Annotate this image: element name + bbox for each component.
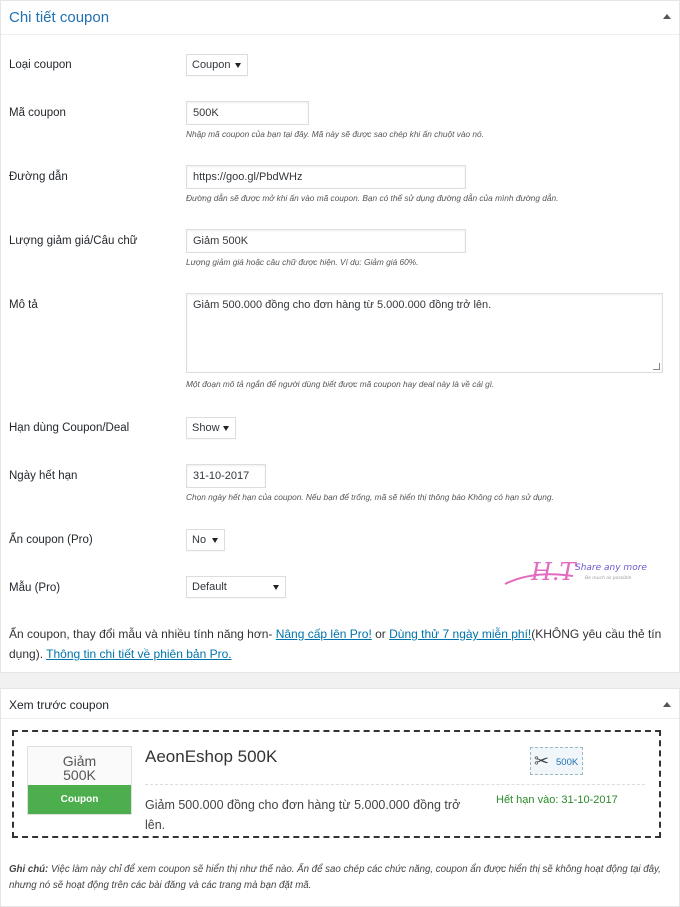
coupon-code: 500K	[556, 757, 579, 768]
dropdown-arrow-icon	[235, 63, 241, 68]
visibility-label: Hạn dùng Coupon/Deal	[9, 422, 130, 434]
coupon-expiry: Hết hạn vào: 31-10-2017	[496, 794, 618, 806]
panel-header[interactable]	[1, 1, 679, 35]
preview-note	[9, 862, 673, 894]
description-hint: Một đoạn mô tả ngắn để người dùng biết được mã coupon hay deal này là về cái gì.	[186, 379, 495, 389]
resize-handle-icon[interactable]	[653, 363, 660, 370]
url-label: Đường dẫn	[9, 171, 68, 183]
coupon-title: AeonEshop 500K	[145, 747, 278, 766]
coupon-code-box[interactable]	[530, 747, 583, 775]
coupon-preview-card	[12, 730, 661, 838]
hide-coupon-value: No	[192, 534, 207, 546]
note-text: Việc làm này chỉ để xem coupon sẽ hiển thị như thế nào. Ẩn để sao chép các chức năng, coupon ẩn được hiển thị sẽ không hoạt động tại đây, nhưng nó sẽ hoạt động trên các bài đăng và các trang mà bạn đặt mã.	[9, 864, 661, 891]
coupon-type-select[interactable]	[186, 54, 248, 76]
coupon-type-label: Loại coupon	[9, 59, 72, 71]
coupon-button[interactable]: Coupon	[28, 785, 131, 814]
amount-input[interactable]: Giảm 500K	[186, 229, 466, 253]
discount-box	[27, 746, 132, 815]
discount-amount: Giảm 500K	[62, 753, 97, 783]
dropdown-arrow-icon	[273, 585, 279, 590]
preview-panel-header[interactable]	[1, 689, 679, 719]
collapse-arrow-icon[interactable]	[663, 14, 671, 19]
coupon-description: Giảm 500.000 đồng cho đơn hàng từ 5.000.000 đồng trở lên.	[145, 798, 461, 832]
url-hint: Đường dẫn sẽ được mở khi ấn vào mã coupon. Bạn có thể sử dụng đường dẫn của mình đường dẫn.	[186, 193, 559, 203]
expiry-hint: Chọn ngày hết hạn của coupon. Nếu bạn để trống, mã sẽ hiển thị thông báo Không có hạn sử dụng.	[186, 492, 554, 502]
preview-panel-title: Xem trước coupon	[9, 698, 109, 712]
logo-subtext: Be much as possible	[585, 576, 632, 581]
upgrade-pro-link[interactable]: Nâng cấp lên Pro!	[275, 627, 372, 641]
note-label: Ghi chú:	[9, 864, 49, 875]
amount-hint: Lượng giảm giá hoặc câu chữ được hiện. Ví dụ: Giảm giá 60%.	[186, 257, 419, 267]
description-value: Giảm 500.000 đồng cho đơn hàng từ 5.000.000 đồng trở lên.	[193, 299, 492, 311]
description-label: Mô tả	[9, 299, 38, 311]
logo-graphic	[503, 556, 663, 590]
template-select[interactable]	[186, 576, 286, 598]
pro-upgrade-notice	[9, 624, 673, 664]
divider	[145, 784, 645, 785]
promo-text-1: Ẩn coupon, thay đổi mẫu và nhiều tính năng hơn-	[9, 627, 276, 641]
dropdown-arrow-icon	[212, 538, 218, 543]
collapse-arrow-icon[interactable]	[663, 702, 671, 707]
amount-label: Lượng giảm giá/Câu chữ	[9, 235, 138, 247]
dropdown-arrow-icon	[223, 426, 229, 431]
logo-initials: H.T	[531, 558, 576, 586]
promo-text-2: or	[371, 627, 390, 641]
hide-coupon-label: Ẩn coupon (Pro)	[9, 534, 93, 546]
template-value: Default	[192, 581, 227, 593]
promo-text-3: (KHÔNG yêu cầu thẻ tín dụng).	[9, 627, 662, 661]
coupon-type-value: Coupon	[192, 59, 231, 71]
free-trial-link[interactable]: Dùng thử 7 ngày miễn phí!	[389, 627, 532, 641]
template-label: Mẫu (Pro)	[9, 582, 61, 594]
hide-coupon-select[interactable]	[186, 529, 225, 551]
scissors-icon: ✂	[534, 751, 550, 771]
watermark-logo	[503, 556, 663, 590]
panel-title: Chi tiết coupon	[9, 9, 110, 26]
visibility-select[interactable]	[186, 417, 236, 439]
coupon-preview-panel	[0, 688, 680, 907]
logo-tagline: Share any more	[575, 563, 647, 573]
visibility-value: Show	[192, 422, 220, 434]
description-textarea[interactable]	[186, 293, 663, 373]
expiry-input[interactable]: 31-10-2017	[186, 464, 266, 488]
coupon-code-label: Mã coupon	[9, 107, 66, 119]
url-input[interactable]: https://goo.gl/PbdWHz	[186, 165, 466, 189]
coupon-code-hint: Nhập mã coupon của bạn tại đây. Mã này sẽ được sao chép khi ấn chuột vào nó.	[186, 129, 484, 139]
coupon-code-input[interactable]: 500K	[186, 101, 309, 125]
expiry-label: Ngày hết hạn	[9, 470, 78, 482]
pro-info-link[interactable]: Thông tin chi tiết về phiên bản Pro.	[46, 647, 232, 661]
